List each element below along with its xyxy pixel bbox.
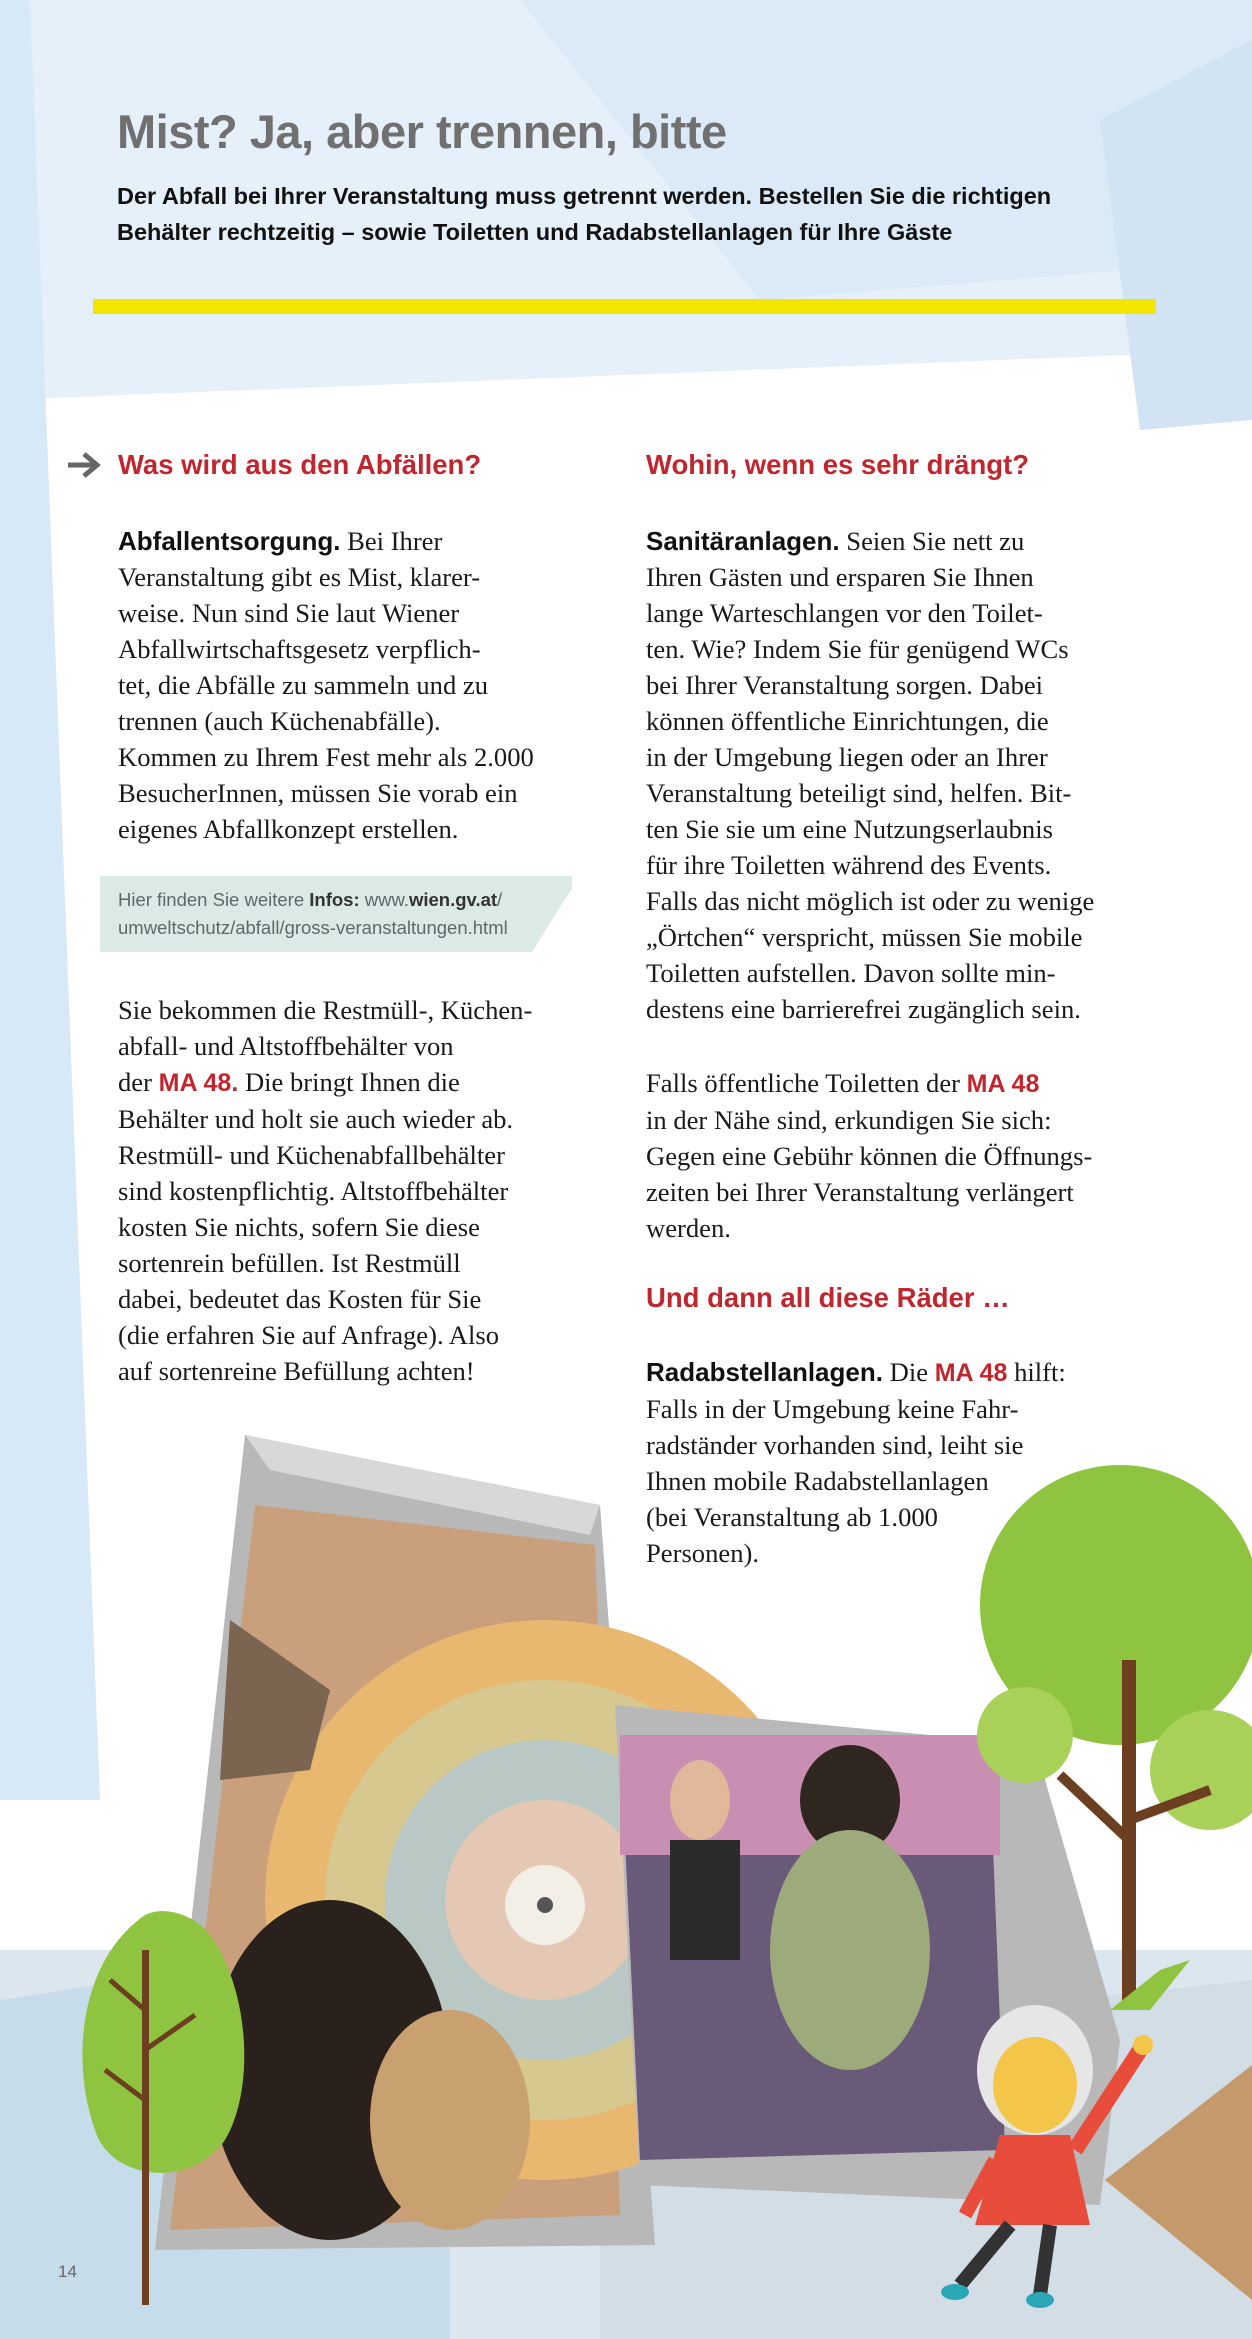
text-line: BesucherInnen, müssen Sie vorab ein [118,778,518,808]
para-containers [118,992,608,1389]
heading-toilets: Wohin, wenn es sehr drängt? [646,449,1029,480]
subtitle-line-2: Behälter rechtzeitig – sowie Toiletten und Radabstellanlagen für Ihre Gäste [117,219,953,245]
lead-radabstellanlagen: Radabstellanlagen. [646,1357,883,1387]
heading-bicycles: Und dann all diese Räder … [646,1282,1010,1313]
info-text [118,886,508,942]
info-box [100,876,572,952]
info-url-domain: wien.gv.at [408,889,498,910]
tree-left-trunk [142,1950,149,2305]
dancer-shirt [770,1830,930,2070]
para-public-toilets [646,1065,1166,1246]
old-lady-shoe-left [941,2284,969,2300]
text-line: (bei Veranstaltung ab 1.000 [646,1502,938,1532]
text-line: zeiten bei Ihrer Veranstaltung verlängert [646,1177,1074,1207]
text-line: Falls das nicht möglich ist oder zu wenige [646,886,1095,916]
info-link[interactable] [365,889,502,910]
info-url-pre: www. [364,889,409,910]
text-line: auf sortenreine Befüllung achten! [118,1356,475,1386]
text-line: sind kostenpflichtig. Altstoffbehälter [118,1176,509,1206]
text-line: tet, die Abfälle zu sammeln und zu [118,670,488,700]
text-line: lange Warteschlangen vor den Toilet- [646,598,1043,628]
text-line: dabei, bedeutet das Kosten für Sie [118,1284,482,1314]
arrow-right-icon [66,450,102,480]
text-line: in der Umgebung liegen oder an Ihrer [646,742,1048,772]
info-url-path[interactable]: umweltschutz/abfall/gross-veranstaltungen.html [118,917,508,938]
text-line: kosten Sie nichts, sofern Sie diese [118,1212,480,1242]
page-number: 14 [58,2262,77,2281]
text-line: Kommen zu Ihrem Fest mehr als 2.000 [118,742,534,772]
lead-sanitaeranlagen: Sanitäranlagen. [646,526,840,556]
ma48-highlight: MA 48. [158,1069,239,1097]
text-line: sortenrein befüllen. Ist Restmüll [118,1248,461,1278]
yellow-divider [93,299,1156,314]
dancer-top [670,1840,740,1960]
para-sanitary [646,523,1166,1027]
text-line: Abfallwirtschaftsgesetz verpflich- [118,634,481,664]
text-line: Falls in der Umgebung keine Fahr- [646,1394,1019,1424]
text-line: trennen (auch Küchenabfälle). [118,706,441,736]
text-line: Veranstaltung beteiligt sind, helfen. Bit- [646,778,1072,808]
text-line: der [118,1067,152,1097]
text-line: Veranstaltung gibt es Mist, klarer- [118,562,481,592]
info-url-slash: / [497,889,503,910]
text-line: weise. Nun sind Sie laut Wiener [118,598,460,628]
text-line: „Örtchen“ verspricht, müssen Sie mobile [646,922,1083,952]
text-line: können öffentliche Einrichtungen, die [646,706,1049,736]
text-line: ten. Wie? Indem Sie für genügend WCs [646,634,1069,664]
text-line: Seien Sie nett zu [846,526,1025,556]
tree-right-small [977,1687,1073,1783]
text-line: radständer vorhanden sind, leiht sie [646,1430,1024,1460]
old-lady-shoe-right [1026,2292,1054,2308]
para-waste-disposal [118,523,598,847]
text-line: hilft: [1014,1357,1066,1387]
text-line: in der Nähe sind, erkundigen Sie sich: [646,1105,1052,1135]
text-line: Ihnen mobile Radabstellanlagen [646,1466,989,1496]
text-line: werden. [646,1213,731,1243]
text-line: destens eine barrierefrei zugänglich sein. [646,994,1081,1024]
text-line: bei Ihrer Veranstaltung sorgen. Dabei [646,670,1044,700]
page-title: Mist? Ja, aber trennen, bitte [117,105,727,158]
text-line: ten Sie sie um eine Nutzungserlaubnis [646,814,1053,844]
text-line: Die [889,1357,929,1387]
text-line: (die erfahren Sie auf Anfrage). Also [118,1320,500,1350]
info-prefix: Hier finden Sie weitere [118,889,305,910]
text-line: Bei Ihrer [347,526,443,556]
info-label: Infos: [309,889,360,910]
text-line: Sie bekommen die Restmüll-, Küchen- [118,995,533,1025]
text-line: für ihre Toiletten während des Events. [646,850,1052,880]
ma48-highlight: MA 48 [934,1359,1008,1387]
page-subtitle [117,178,1197,250]
old-lady-hand [1133,2035,1153,2055]
subtitle-line-1: Der Abfall bei Ihrer Veranstaltung muss getrennt werden. Bestellen Sie die richtigen [117,183,1052,209]
para-bike-parking [646,1354,1166,1571]
text-line: Ihren Gästen und ersparen Sie Ihnen [646,562,1034,592]
text-line: Die bringt Ihnen die [244,1067,460,1097]
lead-abfallentsorgung: Abfallentsorgung. [118,526,341,556]
dancer-face [670,1760,730,1840]
wheel-pin [537,1897,553,1913]
text-line: Restmüll- und Küchenabfallbehälter [118,1140,505,1170]
old-lady-leg-right [1040,2225,1050,2295]
text-line: abfall- und Altstoffbehälter von [118,1031,454,1061]
child-hair [370,2010,530,2230]
text-line: Personen). [646,1538,759,1568]
ma48-highlight: MA 48 [966,1070,1040,1098]
text-line: Gegen eine Gebühr können die Öffnungs- [646,1141,1093,1171]
text-line: Toiletten aufstellen. Davon sollte min- [646,958,1056,988]
old-lady-face [993,2037,1077,2133]
text-line: eigenes Abfallkonzept erstellen. [118,814,459,844]
text-line: Behälter und holt sie auch wieder ab. [118,1104,514,1134]
text-line: Falls öffentliche Toiletten der [646,1068,960,1098]
heading-waste: Was wird aus den Abfällen? [118,449,482,480]
